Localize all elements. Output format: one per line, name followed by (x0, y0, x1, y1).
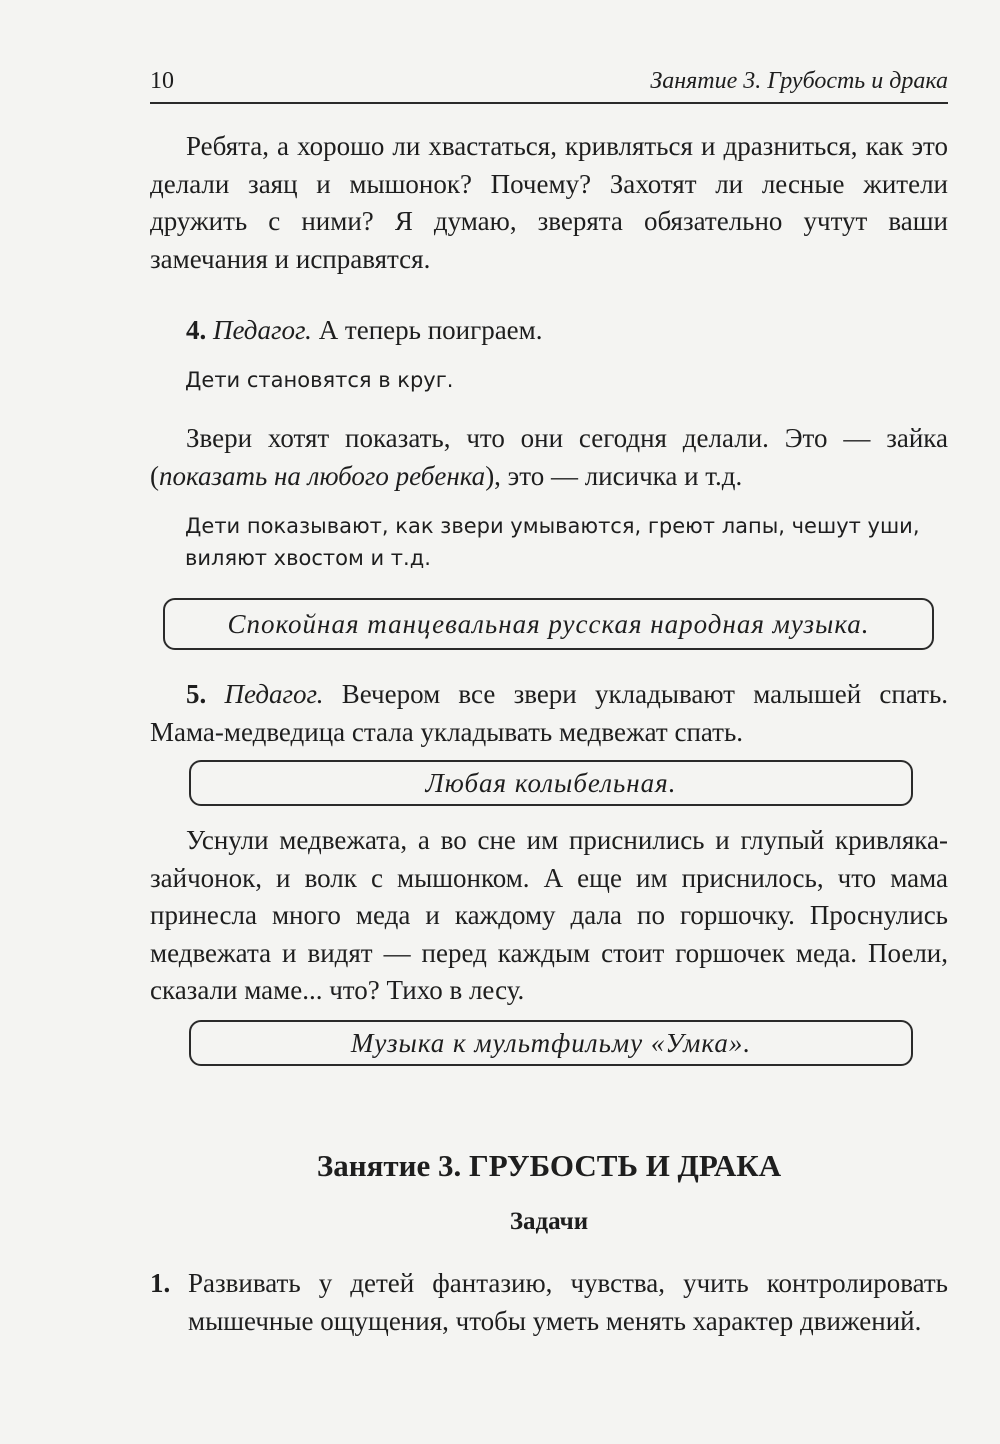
item-4 (150, 312, 948, 350)
stage-note-animals: Дети показывают, как звери умываются, греют лапы, чешут уши, виляют хвостом и т.д. (185, 514, 920, 570)
item-5 (150, 676, 948, 751)
task-text: Развивать у детей фантазию, чувства, учить контролировать мышечные ощущения, чтобы уметь менять характер движений. (188, 1268, 948, 1336)
paragraph-questions: Ребята, а хорошо ли хвастаться, кривляться и дразниться, как это делали заяц и мышонок? Почему? Захотят ли лесные жители дружить с ними? Я думаю, зверята обязательно учтут ваши замечания и исправятся. (150, 131, 948, 274)
animals-show-instruction: показать на любого ребенка (159, 460, 486, 491)
item-4-text: А теперь поиграем. (318, 315, 543, 345)
section-title: Занятие 3. ГРУБОСТЬ И ДРАКА (316, 1148, 782, 1183)
animals-show-text-2: ), это — лисичка и т.д. (485, 460, 743, 491)
stage-note-circle: Дети становятся в круг. (185, 368, 454, 392)
task-number: 1. (150, 1268, 171, 1298)
item-5-speaker: Педагог. (224, 679, 324, 709)
item-4-number: 4. (186, 315, 207, 345)
page-header (150, 66, 948, 104)
item-5-number: 5. (186, 679, 207, 709)
music-box-umka: Музыка к мультфильму «Умка». (189, 1020, 913, 1066)
page-number: 10 (150, 68, 174, 94)
item-4-speaker: Педагог. (213, 315, 312, 345)
music-box-lullaby: Любая колыбельная. (189, 760, 913, 806)
paragraph-dream: Уснули медвежата, а во сне им приснились и глупый кривляка-зайчонок, и волк с мышонком. А еще им приснилось, что мама принесла много меда и каждому дала по горшочку. Проснулись медвежата и видят — перед каждым стоит горшочек меда. Поели, сказали маме... что? Тихо в лесу. (150, 825, 948, 1005)
running-title: Занятие 3. Грубость и драка (650, 68, 948, 94)
item-5-text: Вечером все звери укладывают малышей спать. Мама-медведица стала укладывать медвежат спать. (150, 679, 949, 747)
section-subtitle: Задачи (509, 1208, 589, 1235)
animals-show-text-1: Звери хотят показать, что они сегодня делали. Это — зайка ( (150, 423, 948, 491)
paragraph-animals-show (150, 420, 948, 495)
music-box-dance: Спокойная танцевальная русская народная музыка. (163, 598, 934, 650)
